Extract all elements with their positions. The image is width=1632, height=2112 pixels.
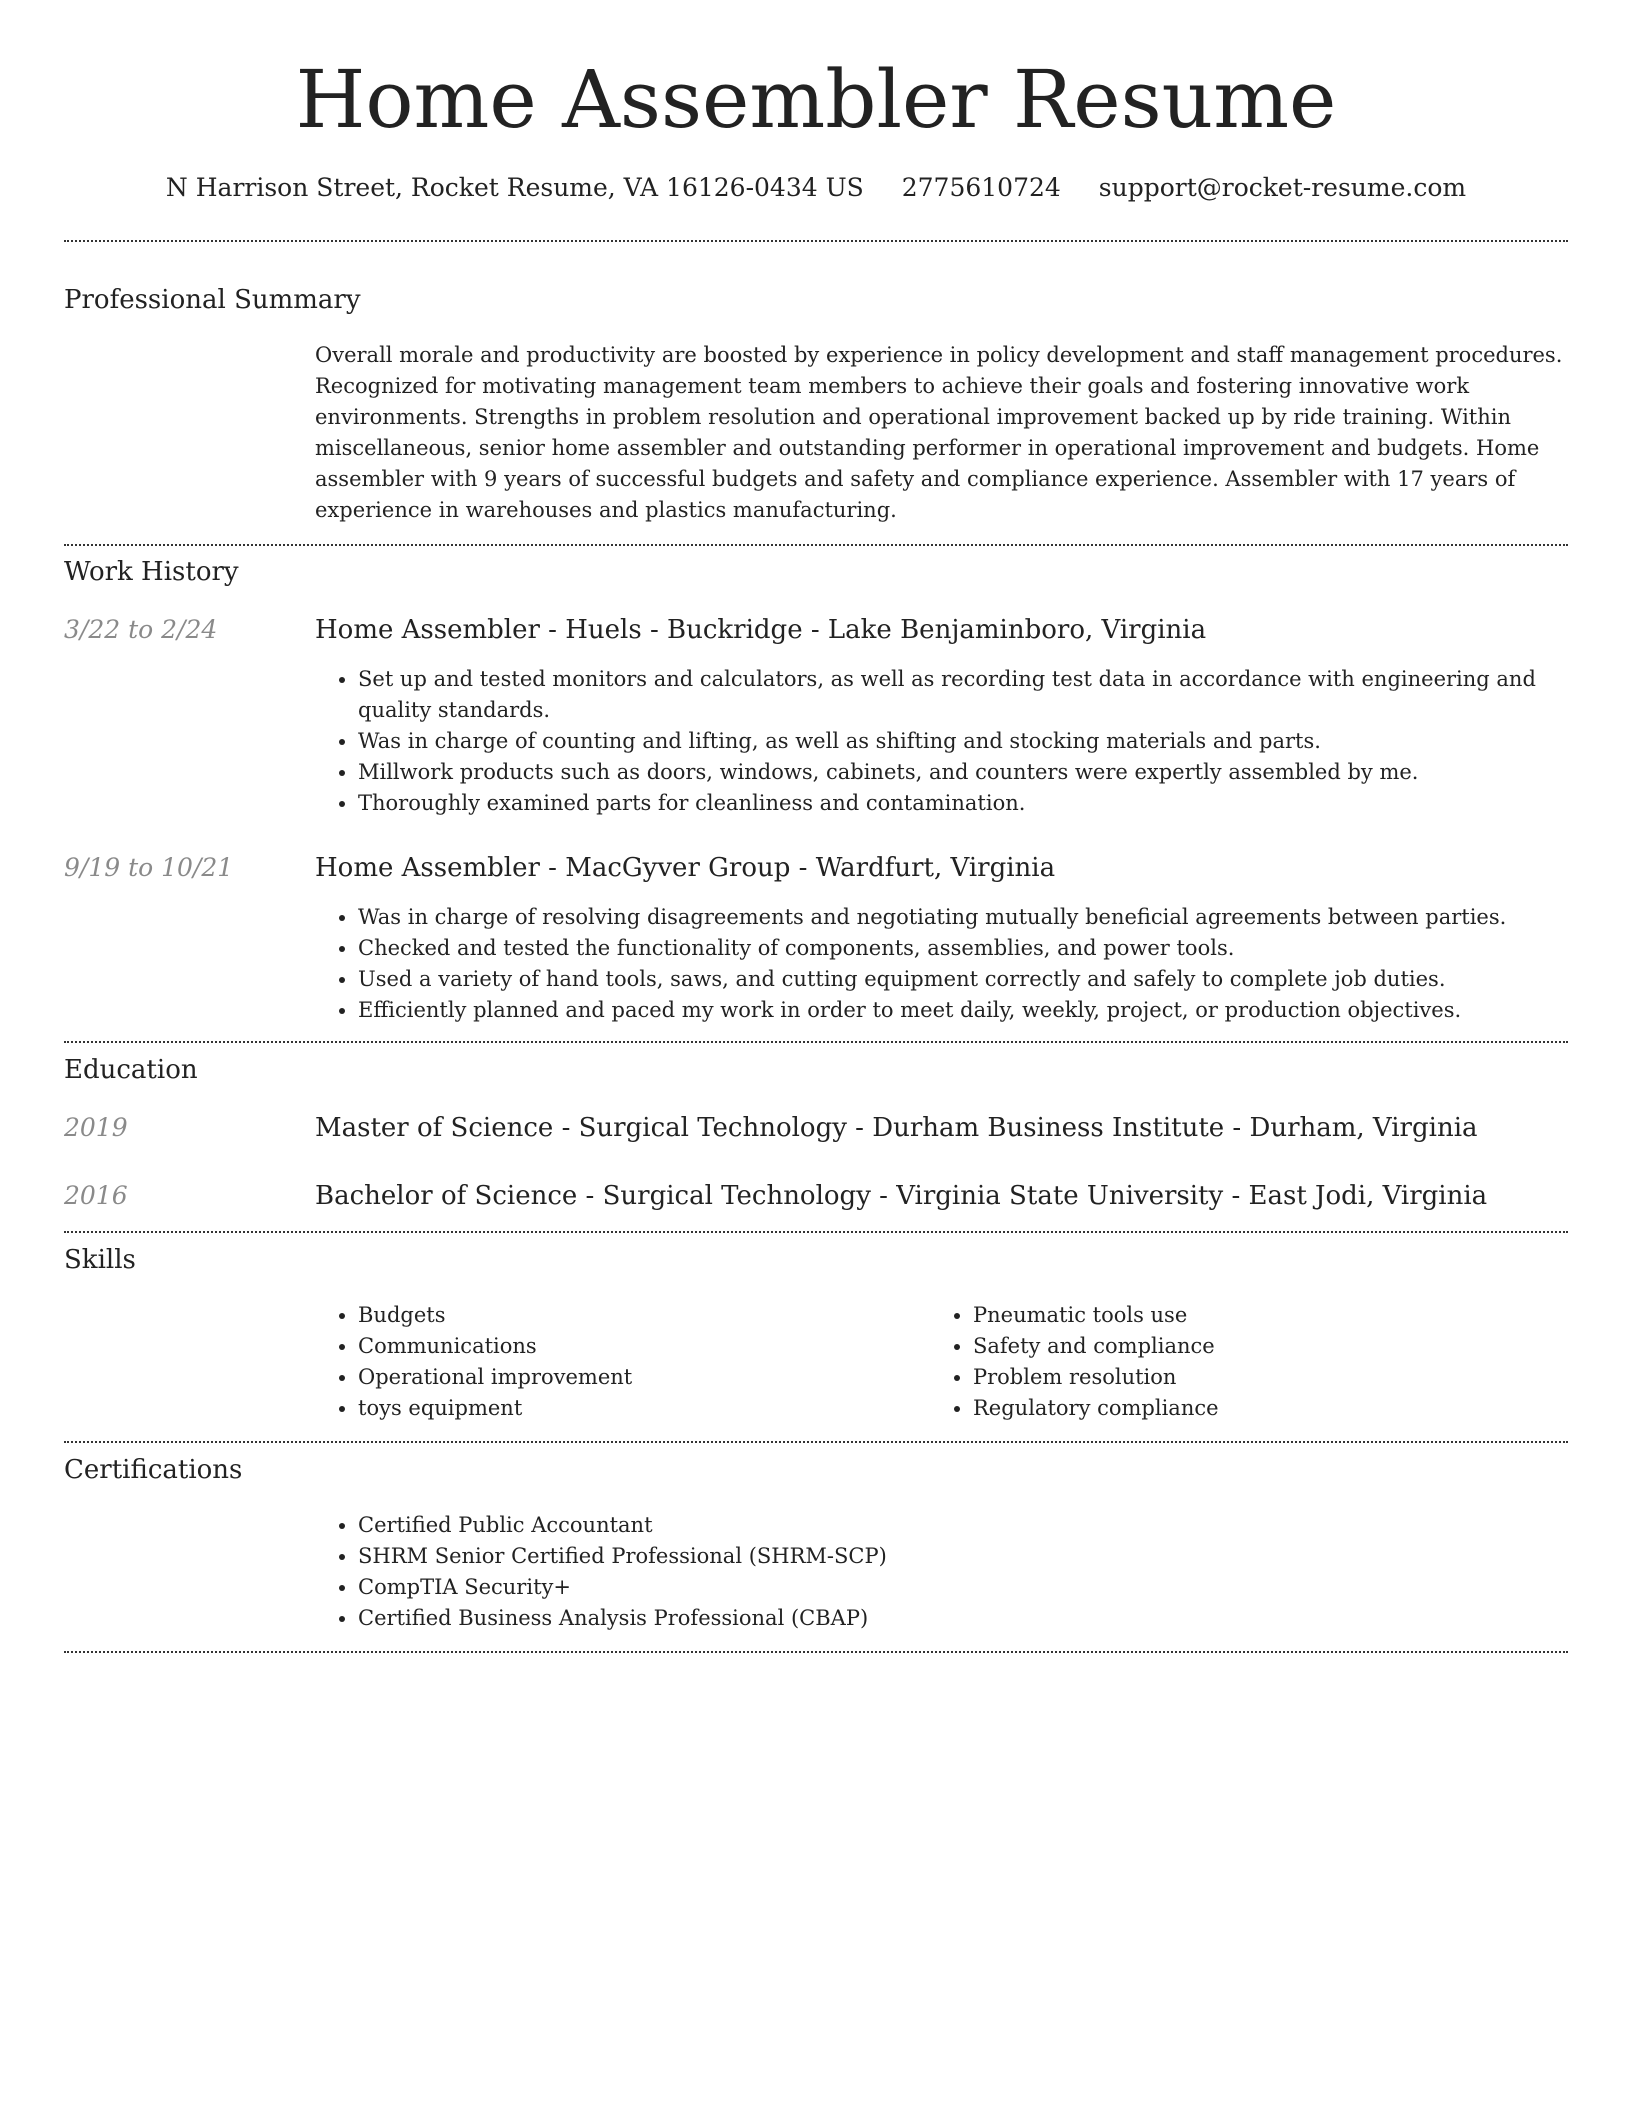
- job-dates: 9/19 to 10/21: [64, 853, 234, 882]
- section-divider: [64, 1041, 1568, 1043]
- section-divider: [64, 240, 1568, 242]
- job-duty: • Millwork products such as doors, windows, cabinets, and counters were expertly assembled by me.: [358, 757, 1608, 788]
- job-duty: • Efficiently planned and paced my work in order to meet daily, weekly, project, or production objectives.: [358, 995, 1608, 1026]
- certifications-list: [314, 1510, 1608, 1634]
- certification-item: • SHRM Senior Certified Professional (SHRM-SCP): [358, 1541, 1608, 1572]
- job-duty: • Was in charge of counting and lifting, as well as shifting and stocking materials and parts.: [358, 726, 1608, 757]
- job-duty: • Thoroughly examined parts for cleanliness and contamination.: [358, 788, 1608, 819]
- job-duties-list: [314, 664, 1608, 819]
- education-year: 2016: [64, 1181, 128, 1210]
- job-dates: 3/22 to 2/24: [64, 615, 218, 644]
- skill-item: • Budgets: [358, 1300, 918, 1331]
- summary-heading: Professional Summary: [64, 285, 361, 315]
- skill-item: • Communications: [358, 1331, 918, 1362]
- section-divider: [64, 1231, 1568, 1233]
- contact-address: N Harrison Street, Rocket Resume, VA 16126-0434 US: [165, 173, 864, 202]
- skills-list-right: [929, 1300, 1573, 1424]
- skill-item: • toys equipment: [358, 1393, 918, 1424]
- summary-text: Overall morale and productivity are boosted by experience in policy development and staff management procedures. Recognized for motivating management team members to achieve their goals and fostering innovative work environments. Strengths in problem resolution and operational improvement backed up by ride training. Within miscellaneous, senior home assembler and outstanding performer in operational improvement and budgets. Home assembler with 9 years of successful budgets and safety and compliance experience. Assembler with 17 years of experience in warehouses and plastics manufacturing.: [315, 343, 1563, 522]
- certification-item: • Certified Business Analysis Professional (CBAP): [358, 1603, 1608, 1634]
- job-duty: • Used a variety of hand tools, saws, and cutting equipment correctly and safely to complete job duties.: [358, 964, 1608, 995]
- education-degree: Master of Science - Surgical Technology - Durham Business Institute - Durham, Virginia: [315, 1113, 1478, 1143]
- contact-line: [0, 170, 1632, 206]
- certification-item: • CompTIA Security+: [358, 1572, 1608, 1603]
- skill-item: • Safety and compliance: [973, 1331, 1573, 1362]
- certifications-heading: Certifications: [64, 1455, 243, 1485]
- job-duty: • Set up and tested monitors and calculators, as well as recording test data in accordance with engineering and quality standards.: [358, 664, 1608, 726]
- work-history-heading: Work History: [64, 557, 239, 587]
- section-divider: [64, 544, 1568, 546]
- skill-item: • Pneumatic tools use: [973, 1300, 1573, 1331]
- contact-phone: 2775610724: [901, 173, 1061, 202]
- education-heading: Education: [64, 1055, 198, 1085]
- skills-list-left: [314, 1300, 918, 1424]
- skills-heading: Skills: [64, 1245, 136, 1275]
- certification-item: • Certified Public Accountant: [358, 1510, 1608, 1541]
- skill-item: • Problem resolution: [973, 1362, 1573, 1393]
- skill-item: • Operational improvement: [358, 1362, 918, 1393]
- education-degree: Bachelor of Science - Surgical Technology - Virginia State University - East Jodi, Virginia: [315, 1181, 1488, 1211]
- job-duty: • Checked and tested the functionality of components, assemblies, and power tools.: [358, 933, 1608, 964]
- job-title: Home Assembler - MacGyver Group - Wardfurt, Virginia: [315, 853, 1056, 883]
- job-duties-list: [314, 902, 1608, 1026]
- education-year: 2019: [64, 1113, 128, 1142]
- resume-title: Home Assembler Resume: [295, 53, 1337, 146]
- job-title: Home Assembler - Huels - Buckridge - Lake Benjaminboro, Virginia: [315, 615, 1207, 645]
- section-divider: [64, 1651, 1568, 1653]
- section-divider: [64, 1441, 1568, 1443]
- skill-item: • Regulatory compliance: [973, 1393, 1573, 1424]
- contact-email: support@rocket-resume.com: [1098, 173, 1467, 202]
- job-duty: • Was in charge of resolving disagreements and negotiating mutually beneficial agreements between parties.: [358, 902, 1608, 933]
